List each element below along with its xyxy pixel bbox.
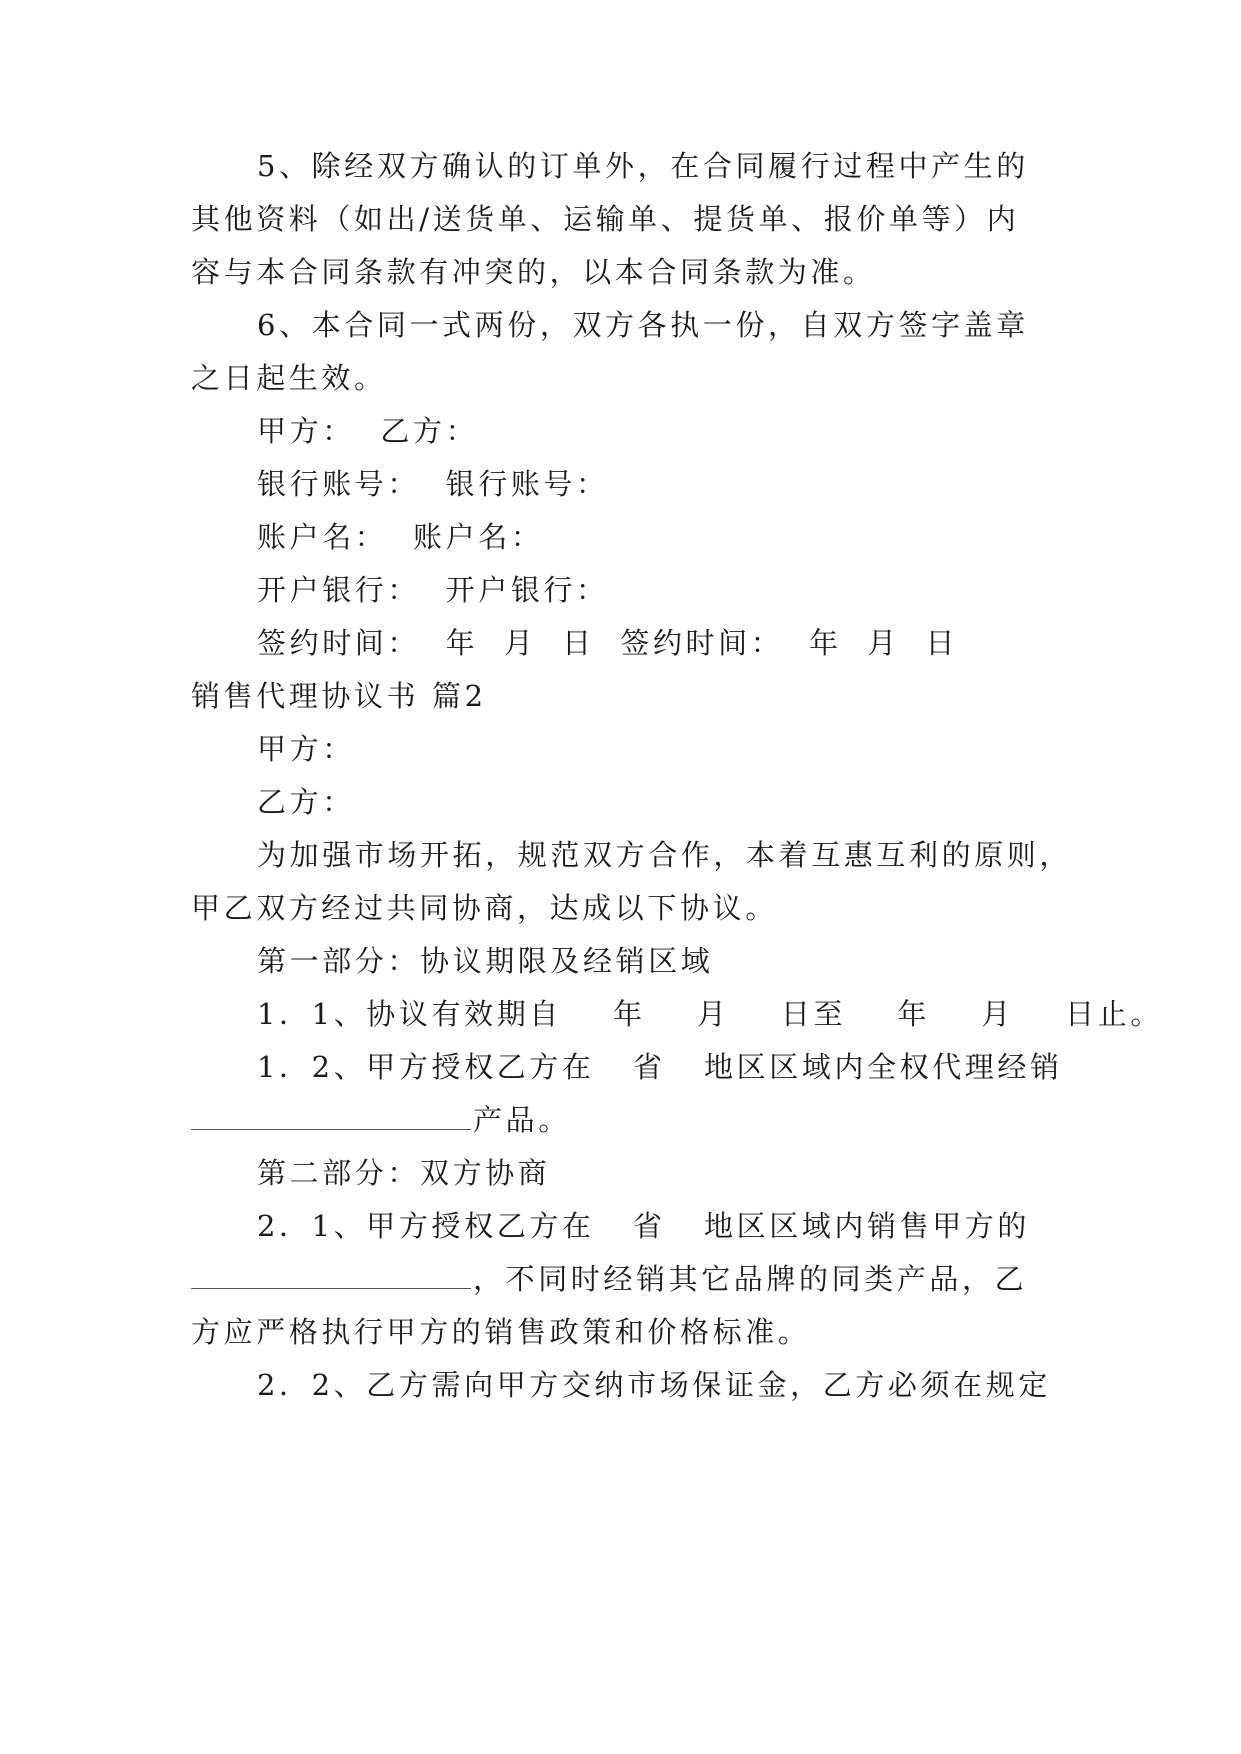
text-line: 第一部分：协议期限及经销区域 (257, 944, 714, 978)
text-line: 6、本合同一式两份，双方各执一份，自双方签字盖章 (257, 308, 1029, 342)
text-line: 乙方： (257, 785, 355, 819)
text-fragment: ，不同时经销其它品牌的同类产品，乙 (473, 1262, 1028, 1296)
text-line: 1．1、协议有效期自 年 月 日至 年 月 日止。 (257, 997, 1163, 1031)
text-line: 银行账号： 银行账号： (257, 467, 609, 501)
text-line: 甲方： 乙方： (257, 414, 479, 448)
text-line: 账户名： 账户名： (257, 520, 544, 554)
text-line: 第二部分：双方协商 (257, 1156, 551, 1190)
section-heading: 销售代理协议书 篇2 (191, 679, 487, 713)
text-line: 5、除经双方确认的订单外，在合同履行过程中产生的 (257, 149, 1029, 183)
blank-field (191, 1262, 471, 1289)
text-line: 容与本合同条款有冲突的，以本合同条款为准。 (191, 255, 876, 289)
text-line: 其他资料（如出/送货单、运输单、提货单、报价单等）内 (191, 202, 1020, 236)
text-line: 2．2、乙方需向甲方交纳市场保证金，乙方必须在规定 (257, 1368, 1051, 1402)
text-line: 方应严格执行甲方的销售政策和价格标准。 (191, 1315, 811, 1349)
text-line-with-blank (191, 1262, 1027, 1296)
text-line: 甲方： (257, 732, 355, 766)
text-line: 之日起生效。 (191, 361, 387, 395)
text-line: 为加强市场开拓，规范双方合作，本着互惠互利的原则， (257, 838, 1073, 872)
text-line: 甲乙双方经过共同协商，达成以下协议。 (191, 891, 778, 925)
text-line: 1．2、甲方授权乙方在 省 地区区域内全权代理经销 (257, 1050, 1063, 1084)
text-line: 开户银行： 开户银行： (257, 573, 609, 607)
text-fragment: 产品。 (473, 1103, 571, 1137)
text-line-with-blank (191, 1103, 571, 1137)
text-line: 签约时间： 年 月 日 签约时间： 年 月 日 (257, 626, 959, 660)
blank-field (191, 1103, 471, 1130)
text-line: 2．1、甲方授权乙方在 省 地区区域内销售甲方的 (257, 1209, 1031, 1243)
